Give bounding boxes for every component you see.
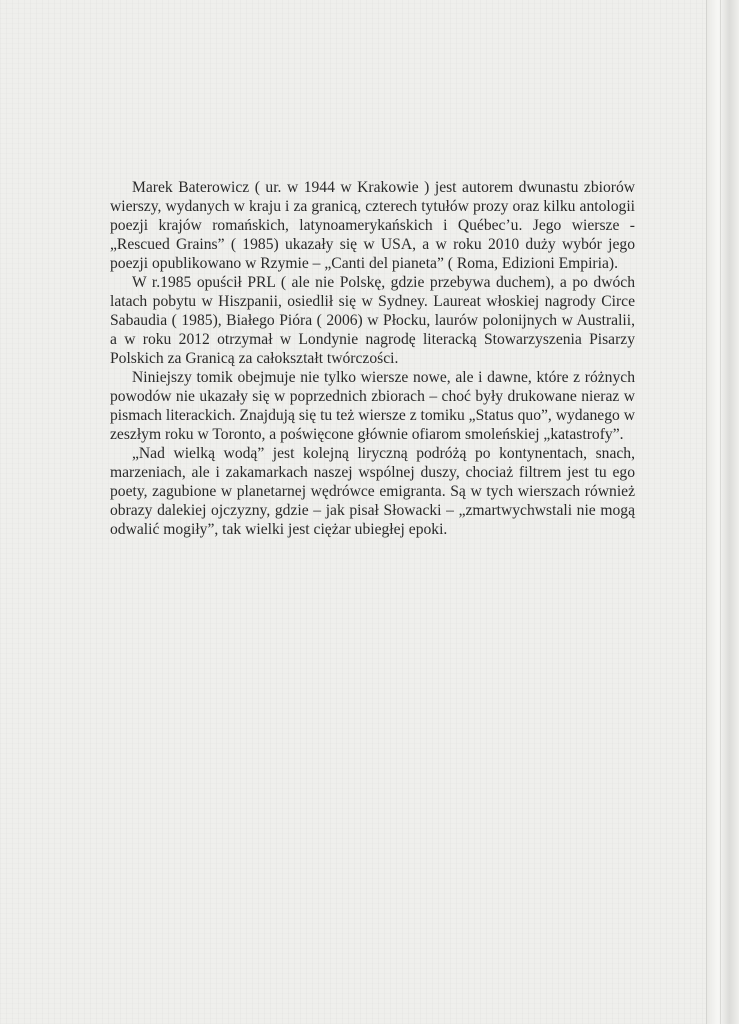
author-bio-text-block xyxy=(110,178,635,539)
spine-crease-line xyxy=(720,0,721,1024)
bio-paragraph-3: Niniejszy tomik obejmuje nie tylko wiersze nowe, ale i dawne, które z różnych powodów nie ukazały się w poprzednich zbiorach – choć były drukowane nieraz w pismach literackich. Znajdują się tu też wiersze z tomiku „Status quo”, wydanego w zeszłym roku w Toronto, a poświęcone głównie ofiarom smoleńskiej „katastrofy”. xyxy=(110,369,635,443)
bio-paragraph-2: W r.1985 opuścił PRL ( ale nie Polskę, gdzie przebywa duchem), a po dwóch latach pobytu w Hiszpanii, osiedlił się w Sydney. Laureat włoskiej nagrody Circe Sabaudia ( 1985), Białego Pióra ( 2006) w Płocku, laurów polonijnych w Australii, a w roku 2012 otrzymał w Londynie nagrodę literacką Stowarzyszenia Pisarzy Polskich za Granicą za całokształt twórczości. xyxy=(110,274,635,367)
book-spine-edge xyxy=(706,0,739,1024)
bio-paragraph-1: Marek Baterowicz ( ur. w 1944 w Krakowie ) jest autorem dwunastu zbiorów wierszy, wydanych w kraju i za granicą, czterech tytułów prozy oraz kilku antologii poezji krajów romańskich, latynoamerykańskich i Québec’u. Jego wiersze - „Rescued Grains” ( 1985) ukazały się w USA, a w roku 2010 duży wybór jego poezji opublikowano w Rzymie – „Canti del pianeta” ( Roma, Edizioni Empiria). xyxy=(110,179,635,272)
bio-paragraph-4: „Nad wielką wodą” jest kolejną liryczną podróżą po kontynentach, snach, marzeniach, ale i zakamarkach naszej wspólnej duszy, chociaż filtrem jest tu ego poety, zagubione w planetarnej wędrówce emigranta. Są w tych wierszach również obrazy dalekiej ojczyzny, gdzie – jak pisał Słowacki – „zmartwychwstali nie mogą odwalić mogiły”, tak wielki jest ciężar ubiegłej epoki. xyxy=(110,445,635,538)
